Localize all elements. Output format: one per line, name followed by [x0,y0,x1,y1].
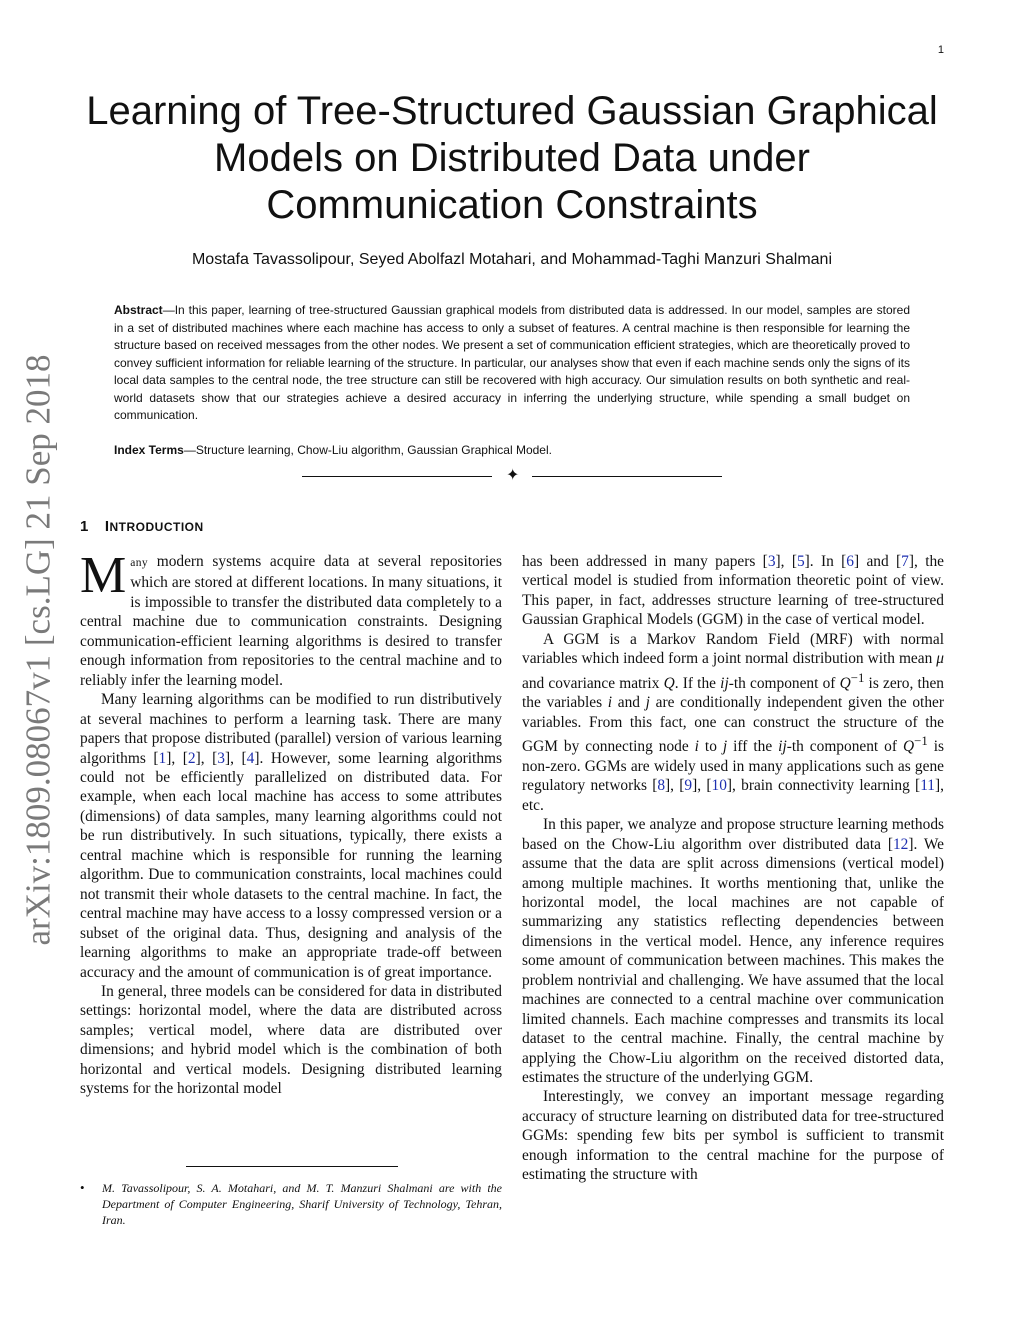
paragraph-text: ], etc. [522,777,944,814]
math-superscript: −1 [850,670,865,685]
index-terms [114,442,910,459]
paragraph-text: is zero, then the variables [522,674,944,712]
citation-link[interactable]: 8 [657,777,666,795]
citation-link[interactable]: 2 [187,749,196,767]
intro-paragraph-5 [522,630,944,815]
paragraph-text: ], [ [775,553,797,570]
page-number: 1 [937,44,944,56]
arxiv-identifier [14,355,64,945]
citation-link[interactable]: 4 [246,749,255,767]
math-superscript: −1 [914,734,928,749]
paper-title [80,88,944,229]
math-symbol: μ [936,650,944,668]
math-symbol: Q [839,674,851,692]
math-symbol: i [607,694,613,712]
author-affiliation-footnote [80,1180,502,1228]
paragraph-text: and [612,694,646,712]
index-terms-label: Index Terms [114,443,184,457]
paragraph-text: Many learning algorithms can be modified to run distributively at several machines to perform a learning task. There are many papers that propose distributed (parallel) version of various learning algorithms [ [80,691,502,767]
section-separator [302,466,722,486]
paragraph-text: ], brain connectivity learning [ [726,777,921,795]
paragraph-text: are conditionally independent given the other variables. From this fact, one can construct the structure of the GGM by connecting node [522,694,944,756]
separator-rule-right [532,476,722,477]
paragraph-text: and covariance matrix [522,674,664,692]
title-line: Models on Distributed Data under [214,136,810,180]
citation-link[interactable]: 12 [892,835,909,853]
title-line: Learning of Tree-Structured Gaussian Graphical [86,89,938,133]
intro-paragraph-6 [522,815,944,1087]
small-caps-word: any [130,557,149,569]
paragraph-text: ]. However, some learning algorithms could not be efficiently parallelized on distributed data. For example, when each local machine has access to some attributes (dimensions) of data samples, many learning algorithms could not be run distributively. In such situations, typically, there exists a central machine which is responsible for running the learning algorithm. Due to communication constraints, local machines could not transmit their whole datasets to the central machine. In fact, the central machine may have access to a lossy compressed version or a subset of the original data. Thus, designing and analysis of the learning algorithms to make an appropriate trade-off between accuracy and the amount of communication is of great importance. [80,749,502,981]
footnote-text: M. Tavassolipour, S. A. Motahari, and M. T. Manzuri Shalmani are with the Department of Computer Engineering, Sharif University of Technology, Tehran, Iran. [102,1181,502,1227]
paragraph-text: In this paper, we analyze and propose structure learning methods based on the Chow-Liu algorithm over distributed data [ [522,816,944,853]
intro-paragraph-3: In general, three models can be considered for data in distributed settings: horizontal model, where the data are distributed across samples; vertical model, where data are distributed over dimensions; and hybrid model which is the combination of both horizontal and vertical models. Designing distributed learning systems for the horizontal model [80,982,502,1098]
separator-diamond-icon: ✦ [506,465,520,484]
paragraph-text: has been addressed in many papers [ [522,553,768,570]
paragraph-text: ], the vertical model is studied from information theoretic point of view. This paper, in fact, addresses structure learning of tree-structured Gaussian Graphical Models (GGM) in the case of vertical model. [522,553,944,629]
math-symbol: j [645,694,650,712]
bullet-icon: • [80,1180,85,1195]
arxiv-identifier-text: arXiv:1809.08067v1 [cs.LG] 21 Sep 2018 [19,354,59,946]
paragraph-text: ]. In [ [804,553,847,570]
section-title-rest: NTRODUCTION [109,520,204,534]
separator-rule-left [302,476,492,477]
abstract-label: Abstract [114,303,163,317]
intro-paragraph-7: Interestingly, we convey an important message regarding accuracy of structure learning on distributed data for tree-structured GGMs: spending few bits per symbol is sufficient to transmit enough information to the central machine for the purpose of estimating the structure with [522,1088,944,1184]
drop-cap: M [80,547,127,604]
paragraph-text: modern systems acquire data at several repositories which are stored at different locations. In many situations, it is impossible to transfer the distributed data completely to a central machine due to communication constraints. Designing communication-efficient learning algorithms is desired to transfer enough information from repositories to the central machine and to reliably infer the learning model. [80,553,502,689]
math-symbol: j [722,738,728,756]
citation-link[interactable]: 10 [711,777,727,795]
paragraph-text: to [698,738,723,756]
citation-link[interactable]: 7 [901,553,909,570]
abstract-text: —In this paper, learning of tree-structured Gaussian graphical models from distributed data is addressed. In our model, samples are stored in a set of distributed machines where each machine has access to only a subset of features. A central machine is then responsible for learning the structure based on received messages from the other nodes. We present a set of communication efficient strategies, which are theoretically proved to convey sufficient information for reliable learning of the structure. In particular, our analyses show that even if each machine sends only the signs of its local data samples to the central node, the tree structure can still be recovered with high accuracy. Our simulation results on both synthetic and real-world datasets show that our strategies achieve a desired accuracy in inferring the underlying structure, while spending a small budget on communication. [114,303,910,422]
math-symbol: i [694,738,699,756]
paragraph-text: ], [ [665,777,685,795]
intro-paragraph-2 [80,690,502,982]
math-symbol: ij [778,738,787,756]
section-heading-introduction [80,518,204,535]
math-symbol: ij [720,674,729,692]
index-terms-text: —Structure learning, Chow-Liu algorithm, Gaussian Graphical Model. [183,443,552,457]
citation-link[interactable]: 3 [217,749,225,767]
title-line: Communication Constraints [266,183,758,227]
paragraph-text: is non-zero. GGMs are widely used in many applications such as gene regulatory networks [ [522,738,945,795]
section-number: 1 [80,518,89,535]
paragraph-text: ], [ [224,749,247,767]
author-list: Mostafa Tavassolipour, Seyed Abolfazl Motahari, and Mohammad-Taghi Manzuri Shalmani [191,251,833,268]
intro-paragraph-4 [522,552,944,630]
intro-paragraph-1 [80,547,502,690]
math-symbol: Q [902,738,915,756]
paragraph-text: ], [ [692,777,712,795]
paragraph-text: -th component of [786,738,903,756]
paragraph-text: A GGM is a Markov Random Field (MRF) with normal variables which indeed form a joint normal distribution with mean [522,630,944,668]
citation-link[interactable]: 3 [767,553,776,570]
citation-link[interactable]: 5 [796,553,805,570]
paragraph-text: . If the [674,674,721,692]
math-symbol: Q [663,674,675,692]
paragraph-text: ], [ [195,749,218,767]
left-column [80,547,502,1099]
footnote-rule [186,1166,398,1167]
paragraph-text: ] and [ [854,553,902,570]
paragraph-text: ], [ [166,749,188,767]
abstract [114,302,910,425]
right-column [522,552,944,1185]
citation-link[interactable]: 1 [158,749,167,767]
citation-link[interactable]: 11 [920,777,936,795]
section-title-initial: I [104,518,110,535]
paragraph-text: iff the [727,738,779,756]
paragraph-text: ]. We assume that the data are split across dimensions (vertical model) among multiple machines. It worths mentioning that, unlike the horizontal model, the local machines are not capable of summarizing any statistics reflecting dependencies between dimensions in the vertical model. Hence, any inference requires some amount of communication between machines. This makes the problem nontrivial and challenging. We have assumed that the local machines are connected to a central machine over communication limited channels. Each machine compresses and transmits its local dataset to the central machine. Finally, the central machine by applying the Chow-Liu algorithm on the received distorted data, estimates the structure of the underlying GGM. [522,835,944,1087]
paragraph-text: -th component of [728,674,840,692]
citation-link[interactable]: 9 [684,777,693,795]
citation-link[interactable]: 6 [846,553,854,570]
